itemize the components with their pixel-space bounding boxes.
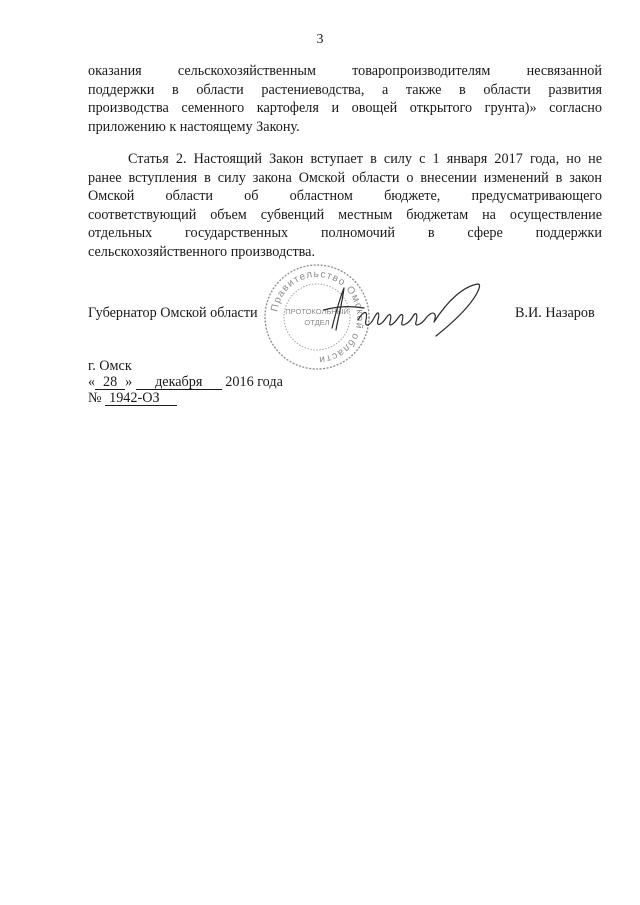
date-open-quote: «	[88, 374, 96, 390]
text-line: Статья 2. Настоящий Закон вступает в силу с 1 января 2017 года, но не	[128, 151, 602, 167]
handwritten-signature	[318, 280, 488, 340]
text-line: поддержки в области растениеводства, а также в области развития	[88, 81, 602, 98]
date-line	[88, 374, 283, 390]
signatory-title: Губернатор Омской области	[88, 305, 258, 321]
article-2-paragraph	[88, 150, 602, 262]
text-line: Омской области об областном бюджете, предусматривающего	[88, 188, 602, 205]
signatory-name: В.И. Назаров	[515, 305, 595, 321]
date-month: декабря	[136, 375, 222, 390]
svg-text:ОТДЕЛ: ОТДЕЛ	[304, 318, 330, 327]
city-line: г. Омск	[88, 358, 132, 374]
text-line: производства семенного картофеля и овощей открытого грунта)» согласно	[88, 100, 602, 117]
paragraph-continuation	[88, 62, 602, 136]
svg-text:ПРОТОКОЛЬНЫЙ: ПРОТОКОЛЬНЫЙ	[285, 307, 349, 316]
svg-text:Правительство Омской области: Правительство Омской области	[269, 268, 366, 366]
text-line: сельскохозяйственного производства.	[88, 243, 316, 260]
page-number: 3	[316, 32, 324, 47]
date-close-quote: »	[125, 374, 133, 390]
number-prefix: №	[88, 390, 102, 406]
text-line: отдельных государственных полномочий в сфере поддержки	[88, 225, 602, 242]
law-number: 1942-ОЗ	[105, 391, 177, 406]
text-line: оказания сельскохозяйственным товаропроизводителям несвязанной	[88, 63, 602, 79]
document-footer	[88, 358, 283, 406]
text-line: соответствующий объем субвенций местным бюджетам на осуществление	[88, 206, 602, 223]
text-line: ранее вступления в силу закона Омской области о внесении изменений в закон	[88, 169, 602, 186]
date-year: 2016 года	[225, 374, 283, 390]
law-number-line	[88, 390, 283, 406]
text-line: приложению к настоящему Закону.	[88, 118, 300, 135]
date-day: 28	[95, 375, 125, 390]
